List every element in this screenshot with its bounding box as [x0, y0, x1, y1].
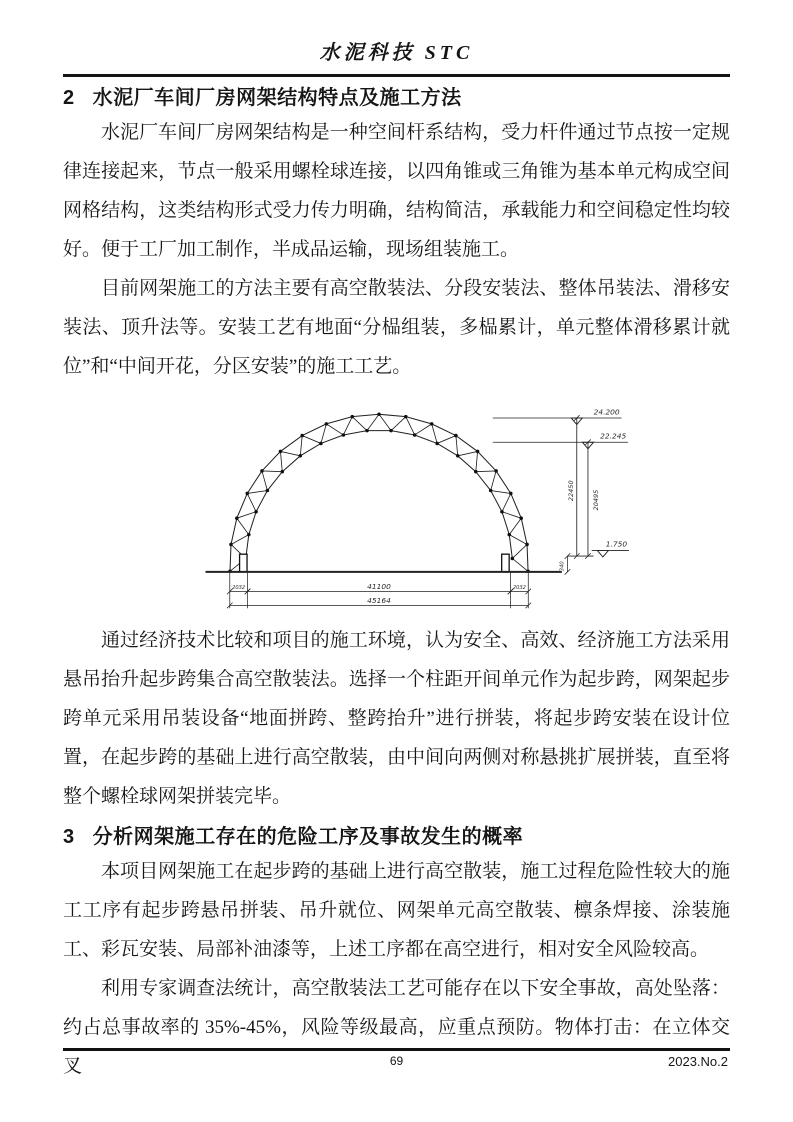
- section-3-paragraph-1: 本项目网架施工在起步跨的基础上进行高空散装，施工过程危险性较大的施工工序有起步跨悬吊拼装、吊升就位、网架单元高空散装、檩条焊接、涂装施工、彩瓦安装、局部补油漆等，上述工序都在高空进行，相对安全风险较高。: [63, 861, 730, 960]
- svg-text:1.750: 1.750: [605, 539, 628, 549]
- section-3-number: 3: [63, 826, 75, 848]
- arch-truss-figure: [201, 390, 730, 617]
- ground-and-columns: [206, 554, 562, 572]
- header-rule: [63, 74, 730, 77]
- svg-text:45164: 45164: [367, 596, 391, 606]
- svg-text:22.245: 22.245: [600, 431, 627, 441]
- section-2-paragraph-2: 目前网架施工的方法主要有高空散装法、分段安装法、整体吊装法、滑移安装法、顶升法等。安装工艺有地面“分榀组装，多榀累计，单元整体滑移累计就位”和“中间开花，分区安装”的施工工艺。: [63, 278, 730, 377]
- section-3-heading: [63, 822, 730, 852]
- bottom-dimensions: [227, 572, 531, 608]
- svg-text:340: 340: [559, 561, 566, 572]
- svg-text:20495: 20495: [592, 489, 601, 511]
- journal-title: 水泥科技 STC: [319, 42, 474, 64]
- svg-text:41100: 41100: [367, 582, 391, 592]
- arch-truss-drawing: [201, 390, 641, 612]
- arch-truss: [228, 412, 530, 573]
- page-number: 69: [389, 1054, 404, 1068]
- svg-text:2032: 2032: [232, 585, 246, 592]
- footer-rule: [63, 1048, 730, 1051]
- section-2-number: 2: [63, 87, 75, 109]
- svg-text:24.200: 24.200: [593, 407, 620, 417]
- svg-text:2032: 2032: [512, 585, 526, 592]
- section-2-title: 水泥厂车间厂房网架结构特点及施工方法: [92, 87, 462, 109]
- svg-text:22450: 22450: [567, 480, 576, 502]
- section-3-paragraph-2: 利用专家调查法统计，高空散装法工艺可能存在以下安全事故，高处坠落：约占总事故率的 35%-45%，风险等级最高，应重点预防。物体打击：在立体交叉: [63, 978, 730, 1077]
- section-2-paragraph-1: 水泥厂车间厂房网架结构是一种空间杆系结构，受力杆件通过节点按一定规律连接起来，节点一般采用螺栓球连接，以四角锥或三角锥为基本单元构成空间网格结构，这类结构形式受力传力明确，结构简洁，承载能力和空间稳定性均较好。便于工厂加工制作，半成品运输，现场组装施工。: [63, 122, 730, 260]
- section-2-paragraph-3: 通过经济技术比较和项目的施工环境，认为安全、高效、经济施工方法采用悬吊抬升起步跨集合高空散装法。选择一个柱距开间单元作为起步跨，网架起步跨单元采用吊装设备“地面拼跨、整跨抬升”进行拼装，将起步跨安装在设计位置，在起步跨的基础上进行高空散装，由中间向两侧对称悬挑扩展拼装，直至将整个螺栓球网架拼装完毕。: [63, 630, 730, 807]
- section-2-heading: [63, 83, 730, 113]
- issue-label: 2023.No.2: [668, 1054, 728, 1069]
- right-column: [502, 554, 509, 572]
- section-3-title: 分析网架施工存在的危险工序及事故发生的概率: [92, 826, 524, 848]
- elevation-markers: [493, 407, 629, 574]
- left-column: [240, 554, 247, 572]
- page-footer: [63, 1048, 730, 1074]
